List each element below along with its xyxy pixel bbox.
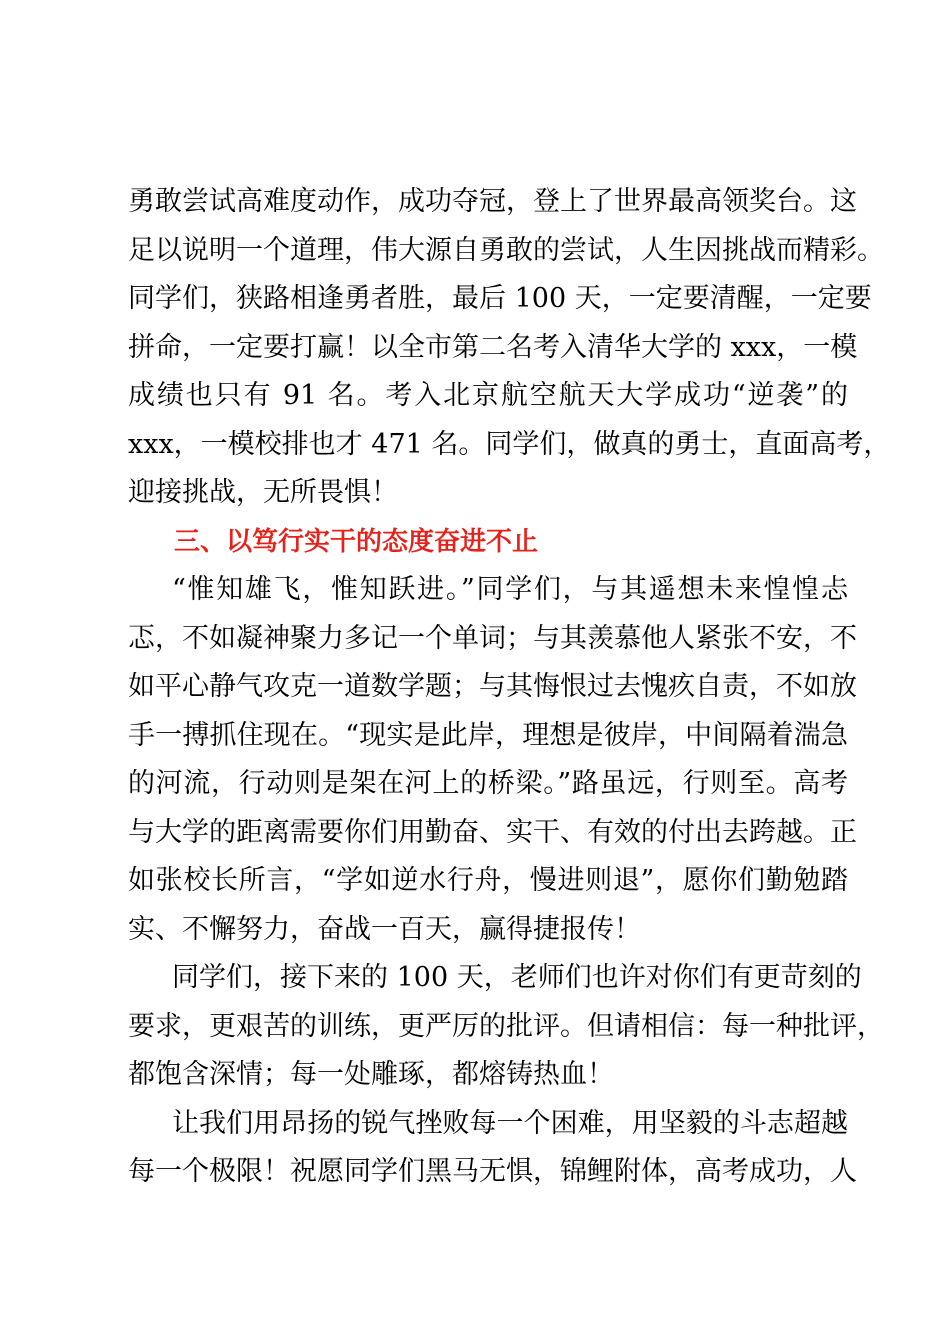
paragraph-line: 要求，更艰苦的训练，更严厉的批评。但请相信：每一种批评，	[128, 1010, 884, 1042]
paragraph-line: 勇敢尝试高难度动作，成功夺冠，登上了世界最高领奖台。这	[128, 186, 857, 217]
paragraph-line: 迎接挑战，无所畏惧！	[128, 477, 398, 508]
paragraph-line: 足以说明一个道理，伟大源自勇敢的尝试，人生因挑战而精彩。	[128, 234, 884, 266]
paragraph-3	[128, 954, 884, 1100]
paragraph-line: 让我们用昂扬的锐气挫败每一个困难，用坚毅的斗志超越	[172, 1107, 848, 1139]
paragraph-line: 同学们，接下来的 100 天，老师们也许对你们有更苛刻的	[172, 962, 862, 993]
document-body	[128, 178, 891, 1197]
paragraph-1	[128, 178, 891, 518]
paragraph-line: 与大学的距离需要你们用勤奋、实干、有效的付出去跨越。正	[128, 816, 857, 848]
paragraph-line: 实、不懈努力，奋战一百天，赢得捷报传！	[128, 913, 641, 945]
paragraph-line: “惟知雄飞，惟知跃进。”同学们，与其遥想未来惶惶忐	[172, 574, 848, 605]
paragraph-line: 的河流，行动则是架在河上的桥梁。”路虽远，行则至。高考	[128, 768, 848, 799]
paragraph-line: xxx，一模校排也才 471 名。同学们，做真的勇士，直面高考，	[128, 428, 891, 460]
paragraph-line: 都饱含深情；每一处雕琢，都熔铸热血！	[128, 1059, 614, 1090]
paragraph-line: 拼命，一定要打赢！以全市第二名考入清华大学的 xxx，一模	[128, 331, 858, 363]
paragraph-line: 每一个极限！祝愿同学们黑马无惧，锦鲤附体，高考成功，人	[128, 1156, 857, 1187]
paragraph-line: 如平心静气攻克一道数学题；与其悔恨过去愧疚自责，不如放	[128, 671, 857, 702]
paragraph-4	[128, 1100, 857, 1197]
paragraph-line: 成绩也只有 91 名。考入北京航空航天大学成功“逆袭”的	[128, 380, 848, 411]
paragraph-line: 同学们，狭路相逢勇者胜，最后 100 天，一定要清醒，一定要	[128, 283, 872, 314]
section-heading: 三、以笃行实干的态度奋进不止	[174, 526, 539, 557]
paragraph-line: 忑，不如凝神聚力多记一个单词；与其羡慕他人紧张不安，不	[128, 622, 857, 654]
paragraph-2	[128, 566, 857, 954]
paragraph-line: 如张校长所言，“学如逆水行舟，慢进则退”，愿你们勤勉踏	[128, 865, 848, 896]
paragraph-line: 手一搏抓住现在。“现实是此岸，理想是彼岸，中间隔着湍急	[128, 719, 848, 751]
